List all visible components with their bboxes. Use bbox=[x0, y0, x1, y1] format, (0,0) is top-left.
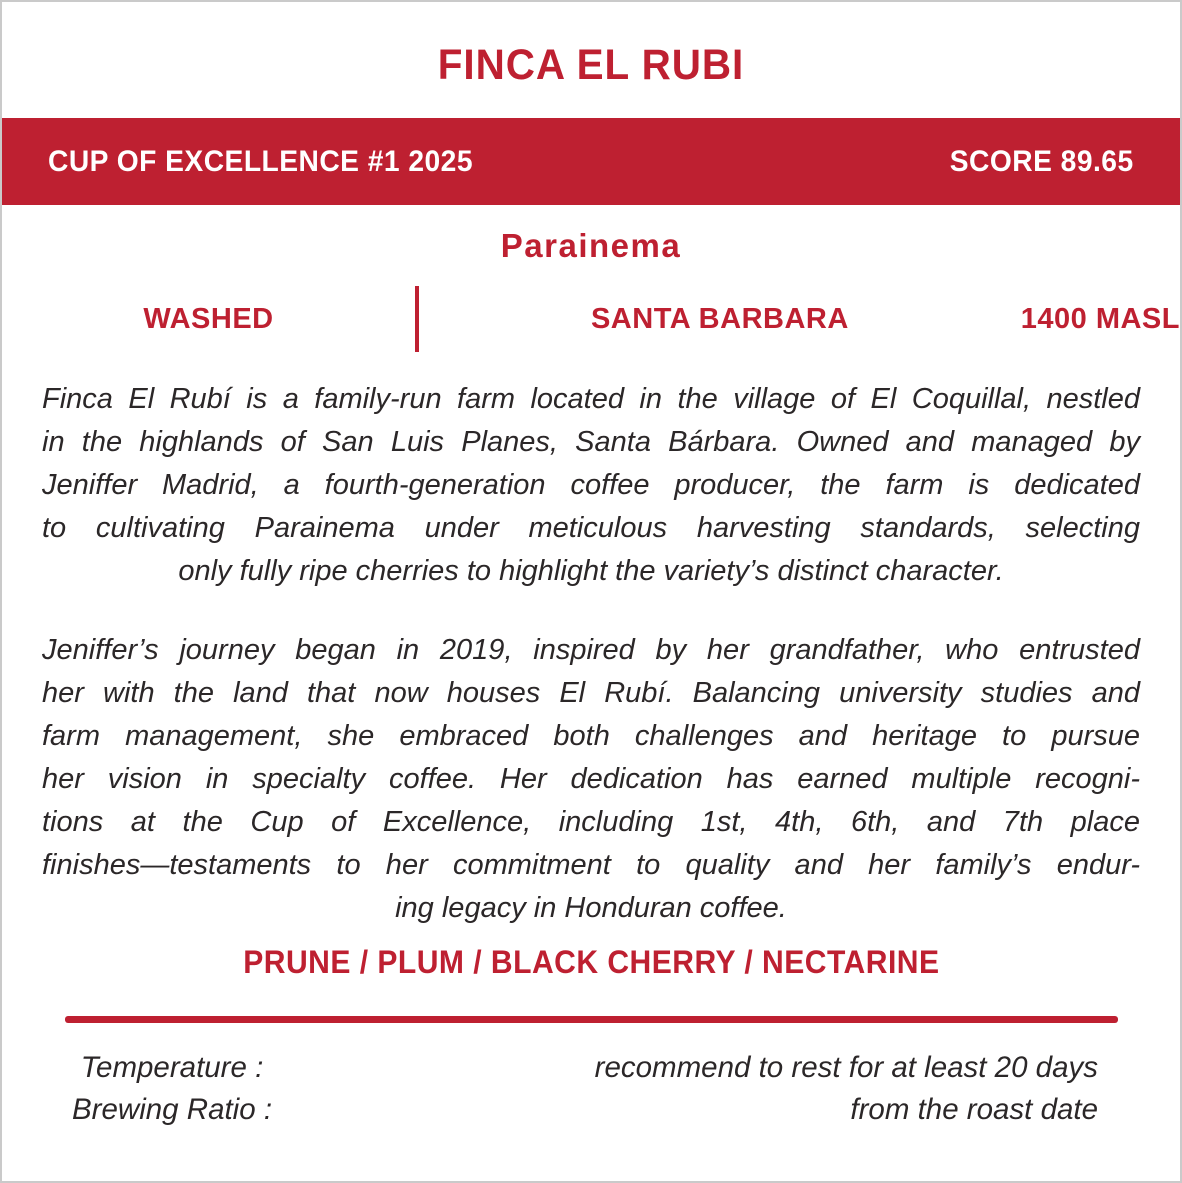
divider-rule bbox=[65, 1016, 1118, 1023]
spec-item-label: WASHED bbox=[143, 302, 274, 335]
spec-item-label: 1400 MASL bbox=[1020, 302, 1180, 335]
spec-item-label: SANTA BARBARA bbox=[590, 302, 849, 335]
variety-name: Parainema bbox=[500, 227, 682, 264]
description-paragraph-1 bbox=[42, 378, 1140, 593]
award-banner bbox=[2, 118, 1180, 205]
description-paragraph-2 bbox=[42, 629, 1140, 930]
score-badge: SCORE 89.65 bbox=[950, 144, 1134, 178]
rest-note-line: from the roast date bbox=[850, 1093, 1098, 1126]
paragraph-line: in the highlands of San Luis Planes, Santa Bárbara. Owned and managed by bbox=[42, 426, 1140, 458]
paragraph-line: tions at the Cup of Excellence, including 1st, 4th, 6th, and 7th place bbox=[42, 806, 1140, 838]
paragraph-line: her with the land that now houses El Rubí. Balancing university studies and bbox=[42, 677, 1140, 709]
paragraph-line: ing legacy in Honduran coffee. bbox=[395, 892, 787, 924]
rest-note-line: recommend to rest for at least 20 days bbox=[594, 1051, 1098, 1084]
rest-note bbox=[595, 1047, 1098, 1131]
tasting-notes: PRUNE / PLUM / BLACK CHERRY / NECTARINE bbox=[242, 944, 940, 980]
paragraph-line: only fully ripe cherries to highlight the variety’s distinct character. bbox=[178, 555, 1004, 587]
award-title: CUP OF EXCELLENCE #1 2025 bbox=[48, 144, 473, 178]
paragraph-line: Finca El Rubí is a family-run farm located in the village of El Coquillal, nestled bbox=[42, 383, 1140, 415]
paragraph-line: finishes—testaments to her commitment to quality and her family’s endur- bbox=[42, 849, 1140, 881]
spec-item bbox=[1021, 286, 1180, 352]
brew-info bbox=[2, 1047, 1180, 1131]
farm-name: FINCA EL RUBI bbox=[437, 41, 745, 89]
brew-field-label: Temperature : bbox=[80, 1051, 264, 1084]
paragraph-line: Jeniffer’s journey began in 2019, inspired by her grandfather, who entrusted bbox=[42, 634, 1140, 666]
paragraph-line: her vision in specialty coffee. Her dedication has earned multiple recogni- bbox=[42, 763, 1140, 795]
spec-row bbox=[2, 286, 1180, 352]
paragraph-line: Jeniffer Madrid, a fourth-generation coffee producer, the farm is dedicated bbox=[42, 469, 1140, 501]
page-title bbox=[2, 40, 1180, 90]
paragraph-line: farm management, she embraced both challenges and heritage to pursue bbox=[42, 720, 1140, 752]
spec-item bbox=[2, 286, 419, 352]
brew-field-labels bbox=[72, 1047, 272, 1131]
brew-field-label: Brewing Ratio : bbox=[72, 1093, 273, 1126]
paragraph-line: to cultivating Parainema under meticulous harvesting standards, selecting bbox=[42, 512, 1140, 544]
spec-item bbox=[419, 286, 1021, 352]
